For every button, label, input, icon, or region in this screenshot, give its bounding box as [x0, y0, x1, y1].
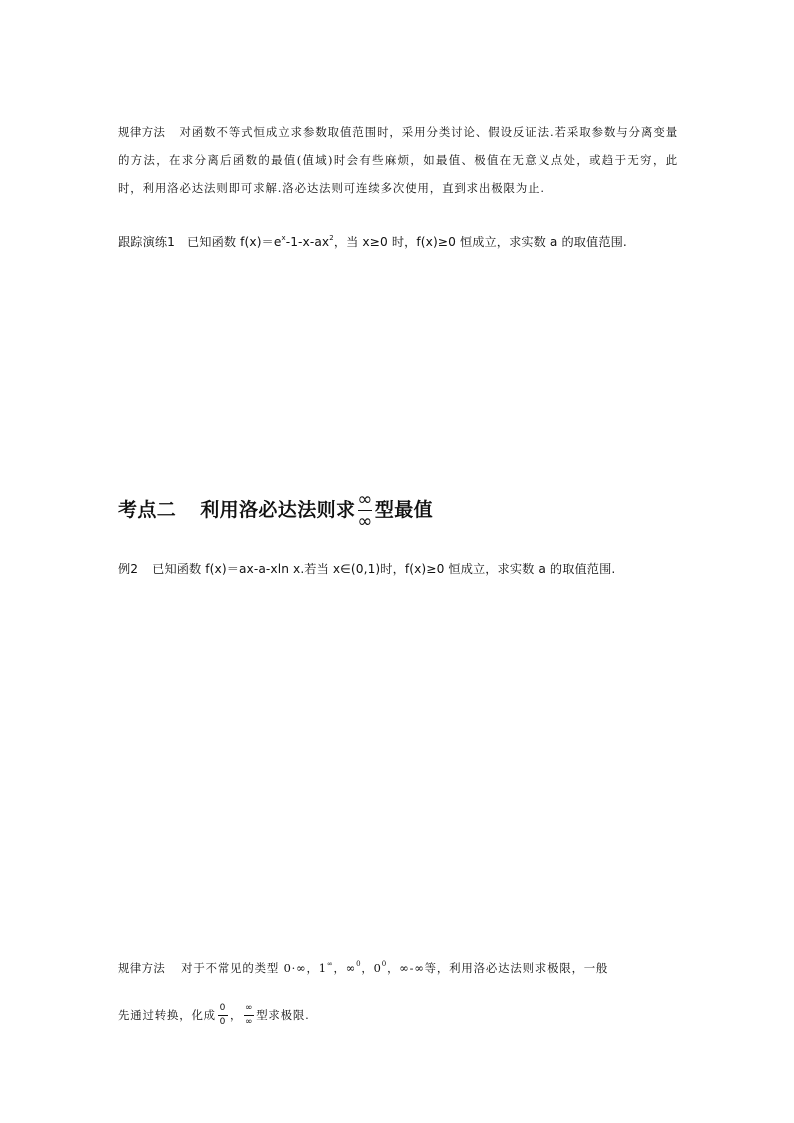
fraction-denominator: ∞ — [357, 510, 373, 532]
method-2-label: 规律方法 — [118, 961, 166, 975]
example-label: 例2 — [118, 562, 139, 576]
fraction-numerator: ∞ — [357, 488, 373, 510]
method-2-line-1 — [118, 953, 698, 983]
method-2-text-f: 型求极限. — [256, 1008, 310, 1022]
sup-infinity: ∞ — [326, 960, 334, 968]
example-problem-2 — [118, 559, 698, 579]
method-2-text-b: ，∞ — [333, 961, 357, 975]
method-2-text-a: 对于不常见的类型 0·∞，1 — [181, 961, 327, 975]
zero-over-zero-fraction — [218, 1003, 228, 1028]
method-2-separator: ， — [229, 1008, 243, 1022]
method-2-line-2 — [118, 995, 698, 1035]
method-2-text-c: ，0 — [361, 961, 382, 975]
frac1-numerator: 0 — [219, 1002, 227, 1013]
practice-problem-1 — [118, 232, 698, 252]
frac2-bar — [244, 1015, 254, 1016]
sup-zero-2: 0 — [381, 960, 388, 968]
exponent-x: x — [281, 234, 286, 242]
sup-zero-1: 0 — [356, 960, 362, 968]
infinity-over-infinity-fraction — [357, 490, 372, 531]
square-exponent: 2 — [329, 234, 334, 242]
section-heading-2 — [118, 484, 433, 532]
section-text: 利用洛必达法则求 — [200, 498, 356, 521]
frac2-denominator: ∞ — [245, 1016, 254, 1027]
frac2-numerator: ∞ — [245, 1002, 254, 1013]
method-body: 对函数不等式恒成立求参数取值范围时，采用分类讨论、假设反证法.若采取参数与分离变量的方法，在求分离后函数的最值(值域)时会有些麻烦，如最值、极值在无意义点处，或趋于无穷，此时，利用洛必达法则即可求解.洛必达法则可连续多次使用，直到求出极限为止. — [118, 125, 678, 195]
method-note-2 — [118, 953, 698, 1035]
practice-text-start: 已知函数 f(x)＝e — [187, 235, 282, 249]
method-2-text-d: ，∞-∞等，利用洛必达法则求极限，一般 — [387, 961, 609, 975]
infinity-over-infinity-small-fraction — [244, 1003, 254, 1028]
method-label: 规律方法 — [118, 125, 166, 139]
method-2-text-e: 先通过转换，化成 — [118, 1008, 216, 1022]
practice-label: 跟踪演练1 — [118, 235, 176, 249]
section-suffix: 型最值 — [374, 498, 434, 521]
example-text: 已知函数 f(x)＝ax-a-xln x.若当 x∈(0,1)时，f(x)≥0 恒成立，求实数 a 的取值范围. — [152, 562, 616, 576]
frac1-bar — [218, 1015, 228, 1016]
practice-text-middle: -1-x-ax — [285, 235, 330, 249]
section-number: 考点二 — [118, 498, 177, 521]
method-note-1 — [118, 118, 678, 202]
practice-text-end: ，当 x≥0 时，f(x)≥0 恒成立，求实数 a 的取值范围. — [333, 235, 627, 249]
frac1-denominator: 0 — [219, 1016, 227, 1027]
